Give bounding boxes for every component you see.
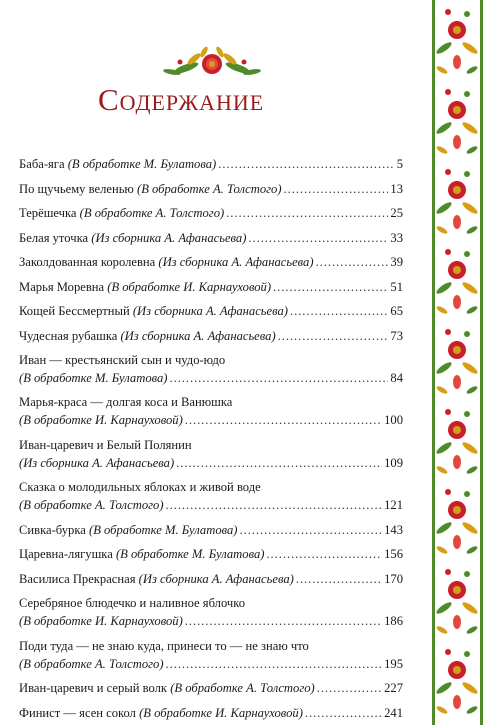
decorative-border-icon bbox=[430, 0, 485, 725]
entry-note: (Из сборника А. Афанасьева) bbox=[120, 329, 276, 343]
entry-note: (В обработке А. Толстого) bbox=[79, 206, 225, 220]
entry-title: Поди туда — не знаю куда, принеси то — не знаю что bbox=[19, 639, 309, 653]
toc-entry[interactable] bbox=[19, 637, 403, 673]
entry-note: (Из сборника А. Афанасьева) bbox=[19, 456, 175, 470]
entry-title: Марья-краса — долгая коса и Ванюшка bbox=[19, 395, 233, 409]
entry-title: По щучьему веленью bbox=[19, 182, 137, 196]
entry-note: (Из сборника А. Афанасьева) bbox=[132, 304, 289, 318]
entry-title: Баба-яга bbox=[19, 157, 68, 171]
entry-page: 109 bbox=[384, 456, 403, 470]
entry-title: Царевна-лягушка bbox=[19, 547, 116, 561]
entry-title: Чудесная рубашка bbox=[19, 329, 121, 343]
entry-note: (В обработке М. Булатова) bbox=[89, 523, 238, 537]
toc-entry[interactable] bbox=[19, 679, 403, 697]
toc-entry[interactable] bbox=[19, 521, 403, 539]
toc-entry[interactable] bbox=[19, 327, 403, 345]
entry-page: 121 bbox=[384, 498, 403, 512]
entry-note: (В обработке А. Толстого) bbox=[137, 182, 282, 196]
entry-note: (В обработке М. Булатова) bbox=[19, 371, 168, 385]
toc-entry[interactable] bbox=[19, 478, 403, 514]
entry-title: Серебряное блюдечко и наливное яблочко bbox=[19, 596, 246, 610]
entry-note: (В обработке А. Толстого) bbox=[19, 657, 164, 671]
page-title: Содержание bbox=[98, 82, 265, 117]
toc-entry[interactable] bbox=[19, 545, 403, 563]
toc-entry[interactable] bbox=[19, 393, 403, 429]
entry-title: Кощей Бессмертный bbox=[19, 304, 133, 318]
toc-entry[interactable] bbox=[19, 594, 403, 630]
entry-note: (В обработке И. Карнауховой) bbox=[107, 280, 272, 294]
toc-entry[interactable] bbox=[19, 302, 403, 320]
entry-note: (Из сборника А. Афанасьева) bbox=[91, 231, 247, 245]
entry-page: 33 bbox=[390, 231, 403, 245]
entry-page: 156 bbox=[384, 547, 403, 561]
toc-entry[interactable] bbox=[19, 180, 403, 198]
entry-page: 241 bbox=[384, 706, 403, 720]
entry-title: Василиса Прекрасная bbox=[19, 572, 139, 586]
toc-entry[interactable] bbox=[19, 204, 403, 222]
entry-page: 51 bbox=[390, 280, 403, 294]
toc-entry[interactable] bbox=[19, 436, 403, 472]
entry-page: 13 bbox=[390, 182, 403, 196]
entry-title: Белая уточка bbox=[19, 231, 92, 245]
entry-page: 186 bbox=[384, 614, 403, 628]
entry-title: Иван-царевич и Белый Полянин bbox=[19, 438, 192, 452]
toc-entry[interactable] bbox=[19, 278, 403, 296]
entry-note: (В обработке И. Карнауховой) bbox=[19, 614, 183, 628]
entry-page: 25 bbox=[390, 206, 403, 220]
entry-note: (В обработке И. Карнауховой) bbox=[19, 413, 183, 427]
entry-page: 65 bbox=[390, 304, 403, 318]
entry-page: 5 bbox=[396, 157, 403, 171]
entry-note: (В обработке М. Булатова) bbox=[115, 547, 265, 561]
toc-entry[interactable] bbox=[19, 351, 403, 387]
toc-entry[interactable] bbox=[19, 704, 403, 722]
entry-title: Финист — ясен сокол bbox=[19, 706, 140, 720]
entry-note: (В обработке А. Толстого) bbox=[19, 498, 164, 512]
toc-entry[interactable] bbox=[19, 570, 403, 588]
entry-title: Терёшечка bbox=[19, 206, 80, 220]
entry-title: Сказка о молодильных яблоках и живой воде bbox=[19, 480, 261, 494]
entry-note: (Из сборника А. Афанасьева) bbox=[158, 255, 314, 269]
entry-note: (В обработке А. Толстого) bbox=[170, 681, 315, 695]
entry-note: (В обработке И. Карнауховой) bbox=[139, 706, 303, 720]
floral-ornament-icon bbox=[158, 42, 266, 82]
entry-title: Иван — крестьянский сын и чудо-юдо bbox=[19, 353, 226, 367]
entry-page: 195 bbox=[384, 657, 403, 671]
entry-page: 39 bbox=[390, 255, 403, 269]
entry-title: Иван-царевич и серый волк bbox=[19, 681, 171, 695]
entry-title: Заколдованная королевна bbox=[19, 255, 159, 269]
entry-page: 143 bbox=[384, 523, 403, 537]
entry-note: (Из сборника А. Афанасьева) bbox=[138, 572, 294, 586]
entry-title: Сивка-бурка bbox=[19, 523, 89, 537]
entry-page: 170 bbox=[384, 572, 403, 586]
entry-page: 73 bbox=[390, 329, 403, 343]
entry-page: 227 bbox=[384, 681, 403, 695]
toc-entry[interactable] bbox=[19, 253, 403, 271]
entry-title: Марья Моревна bbox=[19, 280, 108, 294]
entry-page: 100 bbox=[384, 413, 403, 427]
entry-note: (В обработке М. Булатова) bbox=[67, 157, 217, 171]
toc-entry[interactable] bbox=[19, 155, 403, 173]
toc-entry[interactable] bbox=[19, 229, 403, 247]
entry-page: 84 bbox=[390, 371, 403, 385]
